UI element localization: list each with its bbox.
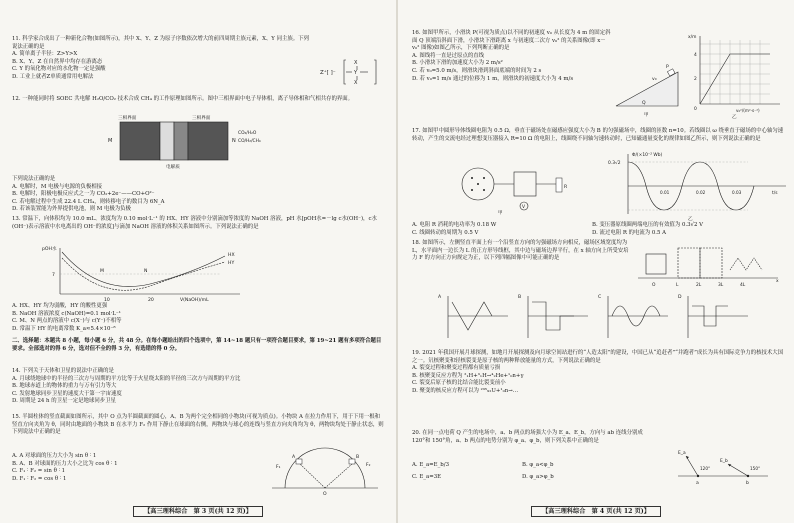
q20-fig-b: b [746, 481, 749, 486]
q11-option-d: D. 工业上就者Z单质通常用电解法 [12, 73, 94, 80]
q13-series-hx: HX [228, 253, 235, 258]
q18-label-b: B [518, 295, 522, 300]
q18-field-figure [638, 244, 788, 288]
q16-fig2-tick-4: 4 [694, 53, 697, 58]
q15-fig-label-f2: F₂ [366, 463, 371, 468]
q11-fig-label: Z⁺[ ]⁻ [320, 70, 336, 76]
q16-fig1-p: P [666, 65, 669, 70]
q19-option-d: D. 聚变的核反应方程可以为 ²³⁵₉₂U+¹₀n→… [412, 387, 519, 394]
svg-text:M: M [108, 138, 113, 144]
svg-text:N: N [232, 138, 236, 144]
q12-options [12, 176, 382, 214]
q17-fig-caption-2: 乙 [688, 217, 693, 222]
q14-option-d: D. 周期是 24 h 的卫星一定是地球同步卫星 [12, 398, 116, 405]
q16-fig1-caption: 甲 [644, 113, 649, 118]
q12-option-d: D. 若该装置能为外界提供电池，则 M 电极为负极 [12, 206, 131, 213]
page-3 [0, 0, 396, 523]
q15-fig-label-o: O [323, 492, 327, 497]
q16-fig2-y: x/m [688, 35, 697, 40]
q17-option-a-text: A. 电阻 R 消耗的电功率为 0.18 W [412, 222, 497, 228]
q20-option-row-2 [412, 474, 652, 482]
q20-fig-a: a [696, 481, 699, 486]
q18-fig-x: x [776, 279, 779, 284]
q12-fig-label-3: 电解质 [166, 165, 180, 170]
q18-label-d: D [678, 295, 682, 300]
q13-point-m: M [100, 269, 104, 274]
q17-option-d: D. 流过电阻 R 的电流为 0.5 A [592, 229, 667, 236]
q20-fig-150: 150° [750, 466, 761, 471]
q17-flux-chart [608, 150, 788, 220]
q13-tick-10: 10 [104, 298, 110, 303]
question-18 [412, 240, 632, 263]
q18-fig-l: L [676, 283, 679, 288]
question-15 [12, 414, 384, 437]
q16-option-a: A. 图线将一直是过原点的直线 [412, 52, 485, 59]
q16-fig1-q: Q [642, 101, 646, 106]
q13-tick-20: 20 [148, 298, 154, 303]
q17-stem: 17. 如图甲中圆形导体线圈电阻为 0.5 Ω，垂直于磁场处在磁感应强度大小为 B 的匀强磁场中，线圈的匝数 n=10。若线圈以 ω 绕垂直于磁场的中心轴匀速转动，产生的交流电经过理想变压器接入 R=10 Ω 的电阻上，线圈绕不同轴匀速转动时，已知磁通量变化的规律如图乙所示，则下列说法正确的是 [412, 128, 784, 142]
q17-option-a [412, 222, 784, 230]
q16-fig2-tick-2: 2 [694, 77, 697, 82]
q17-options [412, 222, 784, 237]
q15-option-d: D. F₁ ∶ F₂ = cos θ ∶ 1 [12, 475, 67, 482]
section-2-text: 二、选择题：本题共 8 小题，每小题 6 分，共 48 分。在每小题给出的四个选项中，第 14~18 题只有一项符合题目要求，第 19~21 题有多项符合题目要求。全部选对的得 6 分，选对但不全的得 3 分，有选错的得 0 分。 [12, 338, 382, 352]
q16-fig2-caption: 乙 [732, 115, 737, 120]
q15-option-b: B. A、B 对球面的压力大小之比为 cos θ ∶ 1 [12, 460, 118, 467]
q14-option-a: A. 月球绕地球中的半径的三次方与周期的平方比等于火星绕太阳的半径的三次方与周期的平方比 [12, 375, 241, 382]
q12-option-a: A. 电解时，M 电极与电源的负极相接 [12, 183, 103, 190]
page-4 [398, 0, 794, 523]
q11-option-a: A. 简单离子半径：Z>Y>X [12, 51, 78, 58]
q15-fig-label-f1: F₁ [276, 465, 281, 470]
q12-option-b: B. 电解时，阳极电极反应式之一为 CO₂+2e⁻——CO+O²⁻ [12, 191, 155, 198]
q17-axis-x: t/s [772, 191, 778, 196]
q12-stem: 12. 一种能同时将 SOEC 共电解 H₂O/CO₂ 技术合成 CH₄ 的工作原理如图所示。图中三相界面中电子导体相，离子导体相和气相共存的界面。 [12, 96, 354, 102]
q18-fig-2l: 2L [696, 283, 702, 288]
page-4-footer [398, 506, 794, 515]
q13-option-c: C. M、N 两点的溶液中 c(X⁻)与 c(Y⁻)不相等 [12, 318, 122, 325]
q16-fig2-origin: 0 [694, 107, 697, 112]
q11-stem: 11. 科学家合成出了一种新化合物(如图所示)，其中 X、Y、Z 为原子序数依次增大的前四周期主族元素，X、Y 同主族。下列说法正确的是 [12, 36, 309, 50]
q20-option-b: B. φ_a<φ_b [522, 462, 554, 468]
q16-x-v0sq-chart [686, 32, 786, 118]
q11-option-c: C. Y 的氧化物对应的水化物一定是强酸 [12, 66, 106, 73]
q14-stem: 14. 下列关于天体和卫星的说法中正确的是 [12, 368, 114, 374]
q20-stem: 20. 在同一点电荷 Q 产生的电场中，a、b 两点的场强大小为 E_a、E_b，方向与 ab 连线分别成 120°和 150°角，a、b 两点的电势分别为 φ_a、φ_b，则下列关系中正确的是 [412, 430, 643, 444]
q15-fig-label-a: A [292, 455, 296, 460]
q17-t1: 0.01 [660, 190, 670, 195]
q20-fig-120: 120° [700, 466, 711, 471]
q17-val: 0.3√2 [608, 161, 621, 166]
question-11 [12, 36, 312, 82]
q12-fig-label-1: 三相界面 [118, 116, 137, 121]
q17-t3: 0.03 [732, 190, 742, 195]
question-19 [412, 350, 784, 396]
q17-fig-v: V [522, 205, 526, 210]
q17-fig-r: R [564, 185, 568, 190]
q16-option-b: B. 小滑块下滑的加速度大小为 2 m/s² [412, 60, 503, 67]
q17-axis-y: Φ/(×10⁻² Wb) [632, 153, 663, 158]
svg-text:O: O [652, 283, 656, 288]
q12-electrolysis-figure [100, 112, 270, 172]
svg-text:Y: Y [354, 70, 358, 76]
q19-option-c: C. 裂变后原子核的比结合能比裂变前小 [412, 380, 506, 387]
q18-graph-a [438, 294, 508, 338]
svg-text:X: X [354, 80, 358, 86]
q19-stem: 19. 2021 年我国开展月球探测，如地月开展探测及向月球空间站进行的“人造太阳”的建设，中国已从“追赶者”“并跑者”成长为具有国际竞争力的核技术大国之一。氘核聚变和轻核裂变是原子核的两种释放能量的方式，下列说法正确的是 [412, 350, 784, 364]
question-20 [412, 430, 652, 445]
q18-fig-4l: 4L [740, 283, 746, 288]
q19-option-a: A. 裂变过程和聚变过程都有质量亏损 [412, 365, 501, 372]
q20-option-a: A. E_a=E_b/3 [412, 462, 450, 468]
q12-intro: 下列说法正确的是 [12, 176, 56, 182]
q15-option-c: C. F₁ ∶ F₂ = sin θ ∶ 1 [12, 468, 66, 475]
q18-graph-b [518, 294, 588, 338]
q13-option-d: D. 常温下 HY 的电离常数 K_a≈5.4×10⁻⁸ [12, 325, 116, 332]
q13-pOH-chart [40, 244, 240, 302]
q13-stem: 13. 常温下，向体积均为 10.0 mL、浓度均为 0.10 mol·L⁻¹ 的 HX、HY 溶液中分别滴加等浓度的 NaOH 溶液，pH 水[pOH水=－lg c水(OH⁻)，c水(OH⁻)表示溶液中水电离出的 OH⁻的浓度]与滴加 NaOH 溶液的体积关系如图所示。下列说法正确的是 [12, 216, 377, 230]
q20-option-d: D. φ_a>φ_b [522, 473, 554, 480]
q16-incline-figure [612, 60, 682, 120]
question-12 [12, 96, 382, 104]
q20-field-figure [668, 440, 778, 490]
q18-stem: 18. 如图所示，左侧竖直平面上有一个沿竖直方向的匀强磁场方向相反，磁场区域宽度均为 L，水平面内一边长为 L 的正方形导线框，其中边与磁场边界平行，在 x 轴方向上所受安培力 F 的方向正方向规定为正，以下列四幅图像中可能正确的是 [412, 240, 629, 262]
page-3-footer [0, 506, 396, 515]
page-3-footer-text: 【高三理科综合 第 3 页(共 12 页)】 [133, 506, 263, 517]
q18-graph-d [678, 294, 748, 338]
q12-fig-label-2: 三相界面 [192, 116, 211, 121]
q19-option-b: B. 核聚变反应方程为 ²₁H+³₁H→⁴₂He+¹₀n+γ [412, 372, 524, 379]
q13-option-a: A. HX、HY 均为弱酸，HY 的酸性更强 [12, 303, 108, 309]
q13-axis-x: V(NaOH)/mL [180, 298, 209, 303]
svg-text:X: X [354, 60, 358, 66]
q16-option-d: D. 若 v₀=1 m/s 通过的位移为 1 m，则滑块的初速度大小为 4 m/s [412, 75, 574, 82]
q13-tick-7: 7 [52, 273, 55, 278]
q15-stem: 15. 半圆柱体的竖直截面如图所示，其中 O 点为半圆截面的圆心，A、B 为两个完全相同的小物块(可视为质点)。小物块 A 在拉力作用下，用于下用一根和竖直方向夹角为 θ，同时由地面的小物块 B 在水平力 F₂ 作用下静止在球面的右侧，两物块与球心的连线与竖直方向夹角均为 θ，两物块均处于静止状态，则下列说法中正确的是 [12, 414, 384, 436]
q17-option-c: C. 线圈转动的周期为 0.5 V [412, 229, 479, 236]
q17-option-b: B. 变压器原线圈两端电压的有效值为 0.3√2 V [592, 222, 704, 228]
q20-fig-eb: E_b [720, 459, 728, 464]
q17-fig-caption-1: 甲 [498, 211, 503, 216]
question-13 [12, 216, 382, 231]
q13-axis-y: pOH水 [42, 247, 57, 252]
q16-option-c: C. 若 v₀=5.0 m/s，则滑块滑到斜面底端的时间为 2 s [412, 67, 542, 74]
question-14 [12, 368, 384, 406]
q14-option-b: B. 地球赤道上的物体的重力与万有引力等大 [12, 383, 117, 390]
q20-options [412, 462, 652, 481]
q18-answer-graphs [438, 292, 758, 342]
q15-hemisphere-figure [270, 448, 380, 497]
q13-option-b: B. NaOH 溶液浓度 c(NaOH)=0.1 mol·L⁻¹ [12, 310, 121, 317]
q18-graph-c [598, 294, 668, 338]
q18-label-c: C [598, 295, 602, 300]
section-2-instructions [12, 338, 384, 353]
question-16 [412, 30, 612, 83]
question-17 [412, 128, 784, 143]
q17-t2: 0.02 [696, 190, 706, 195]
q17-option-c-row [412, 230, 784, 238]
q18-fig-3l: 3L [718, 283, 724, 288]
q20-fig-ea: E_a [678, 451, 686, 456]
q18-label-a: A [438, 295, 442, 300]
q20-option-row-1 [412, 462, 652, 470]
q15-fig-label-b: B [356, 455, 360, 460]
q20-option-c: C. E_a=3E [412, 473, 442, 480]
q16-fig2-x: v₀²/(m²·s⁻²) [736, 108, 760, 113]
q12-fig-right-2: CO/H₂/CH₄ [238, 139, 261, 144]
q13-series-hy: HY [228, 261, 235, 266]
q12-fig-right-1: CO₂/H₂O [238, 131, 257, 136]
q13-point-n: N [144, 269, 148, 274]
q11-structure-figure [320, 52, 380, 92]
q11-option-b: B. X、Y、Z 在自然界中均存在游离态 [12, 58, 103, 65]
q12-option-c: C. 若电解过程中生成 22.4 L CH₄，则转移电子的数目为 6N_A [12, 198, 165, 205]
q13-options [12, 303, 382, 333]
q15-options [12, 453, 262, 483]
q16-fig1-v0: v₀ [652, 77, 657, 82]
q16-stem: 16. 如图甲所示，小滑块 P(可视为质点)以不同的初速度 v₀ 从长度为 4 m 的固定斜面 Q 顶端沿斜面下滑，小滑块下滑距离 x 与初速度二次方 v₀² 的关系图像(即 x－v₀² 图像)如图乙所示，下列判断正确的是 [412, 30, 611, 52]
q17-coil-circuit-figure [458, 160, 578, 216]
page-4-footer-text: 【高三理科综合 第 4 页(共 12 页)】 [531, 506, 661, 517]
q15-option-a: A. A 对球面的压力大小为 sin θ ∶ 1 [12, 453, 97, 459]
q14-option-c: C. 发射地球同步卫星的速度大于第一宇宙速度 [12, 390, 122, 397]
